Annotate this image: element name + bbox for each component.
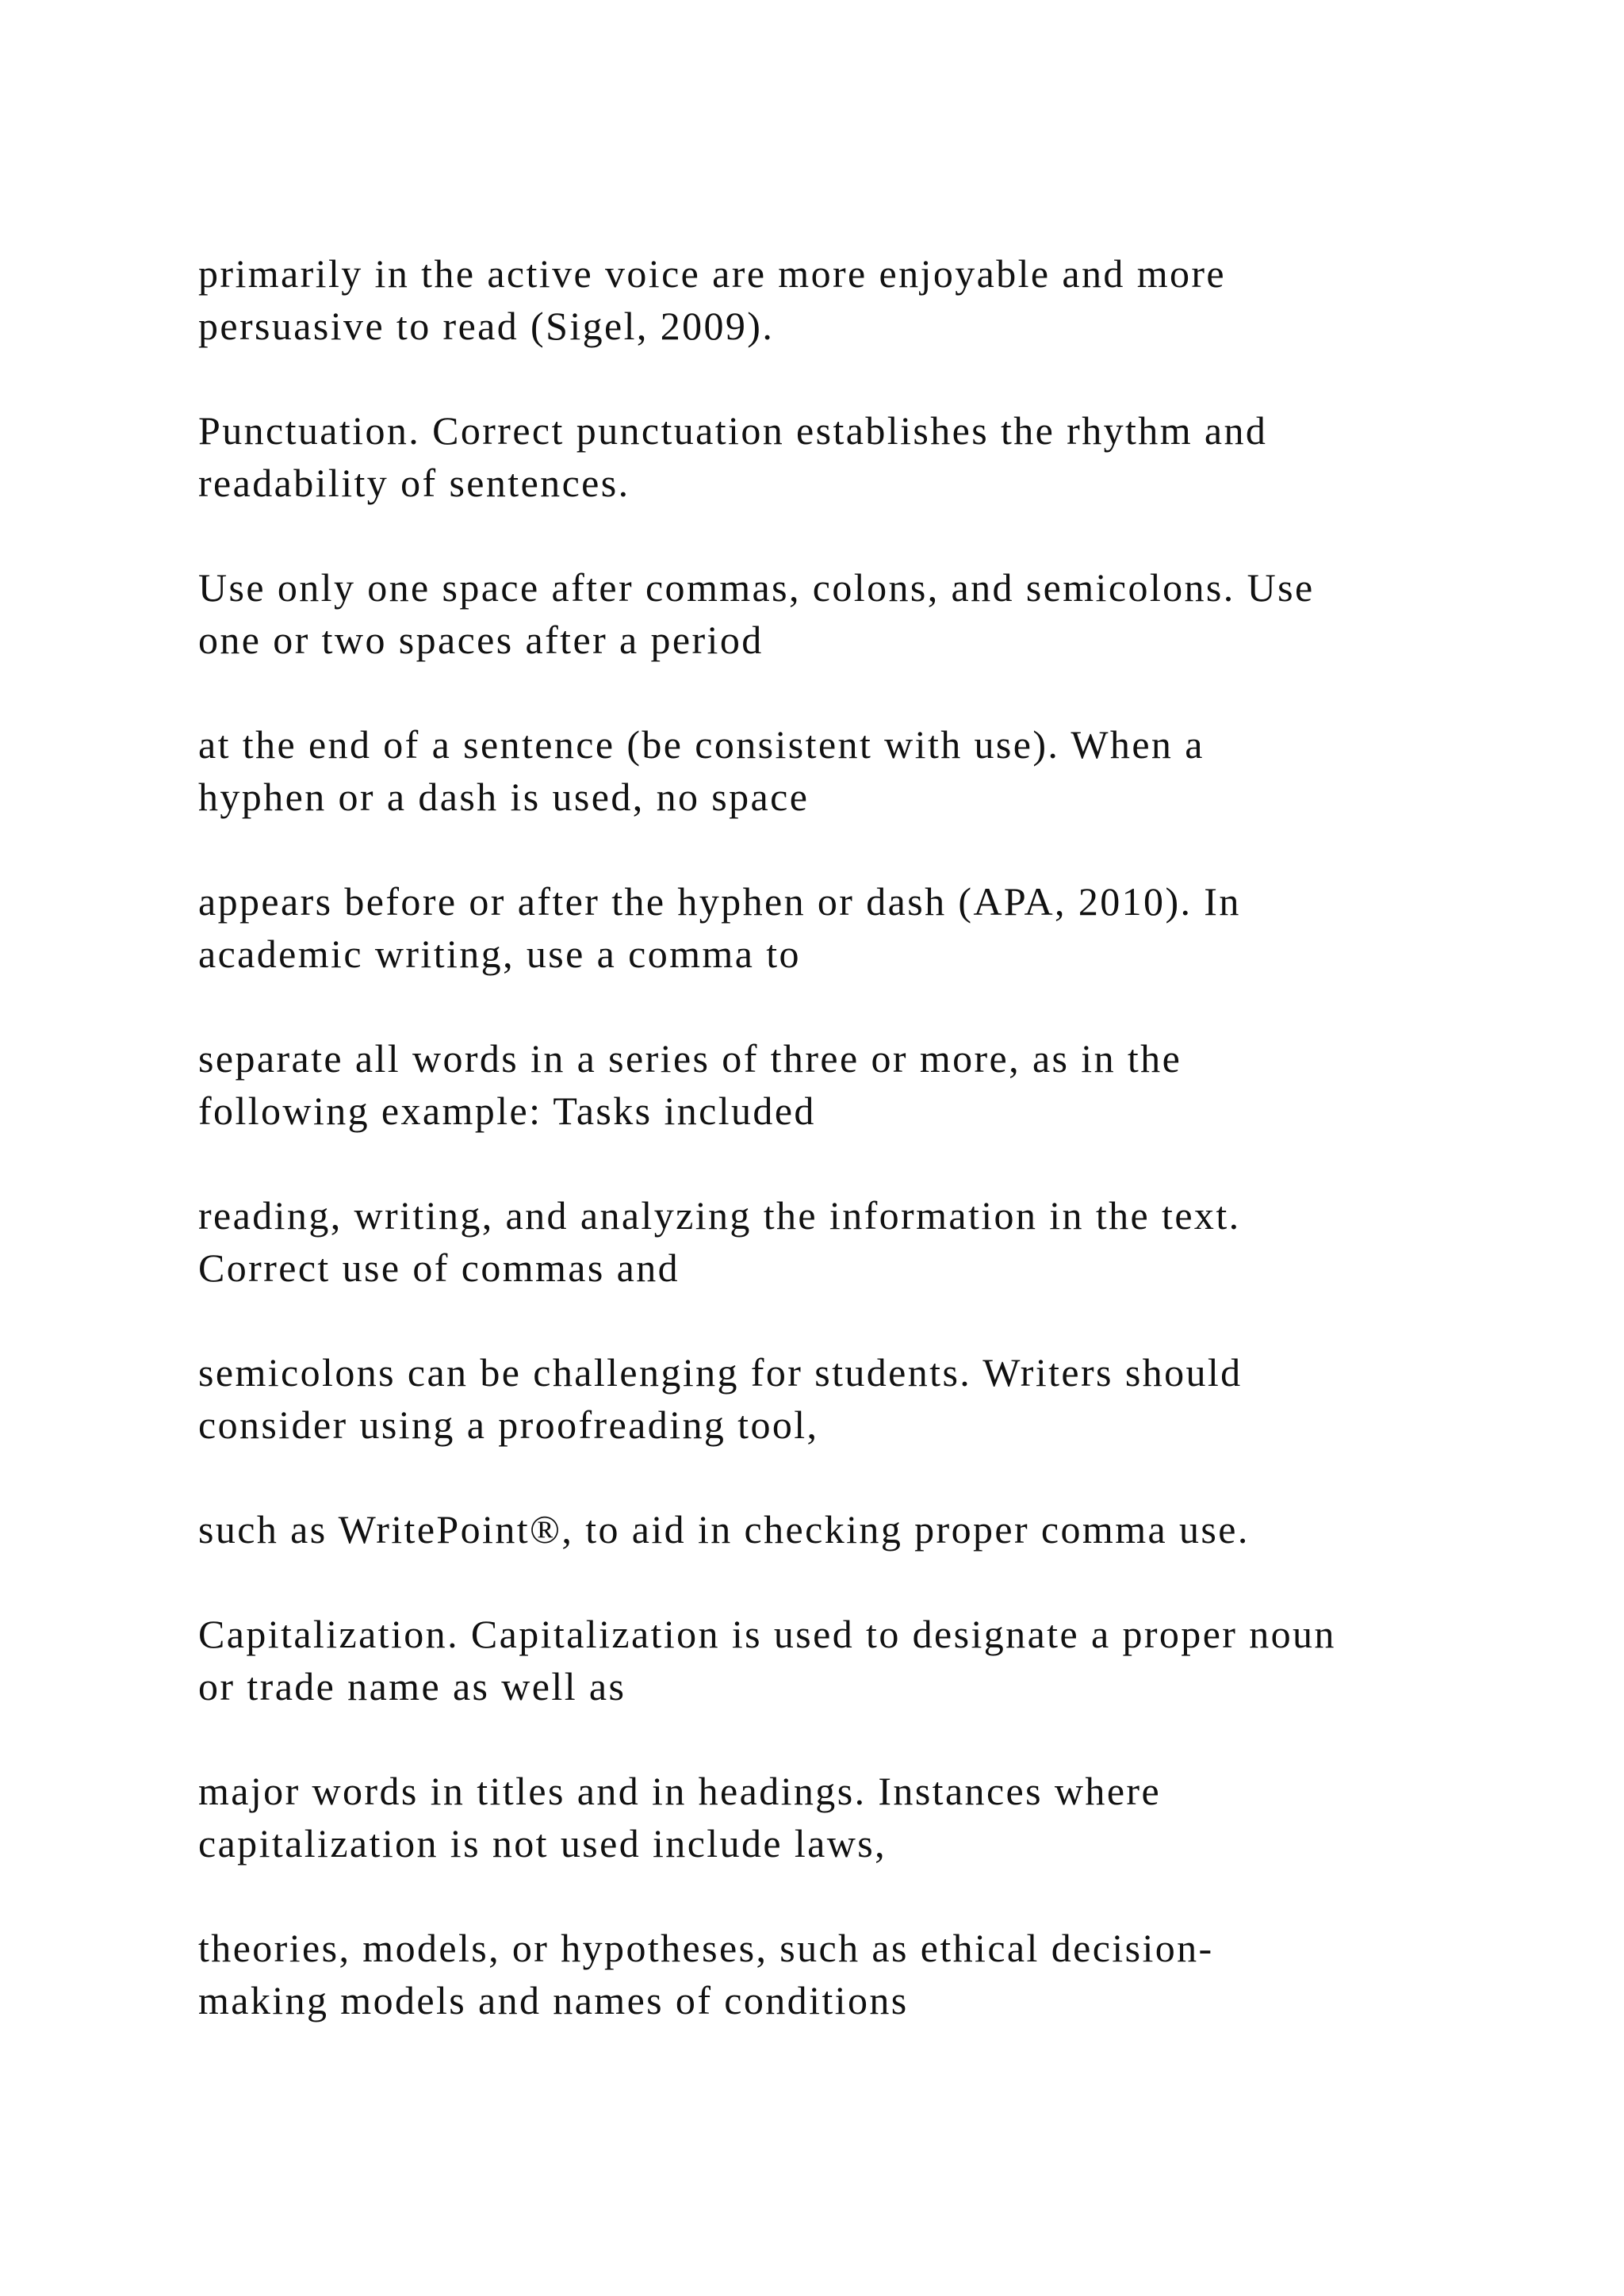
paragraph: [198, 718, 1546, 823]
paragraph: [198, 247, 1546, 352]
text-line: academic writing, use a comma to: [198, 932, 801, 976]
text-line: persuasive to read (Sigel, 2009).: [198, 304, 775, 348]
text-line: separate all words in a series of three or more, as in the: [198, 1036, 1182, 1081]
text-line: readability of sentences.: [198, 461, 630, 505]
text-line: following example: Tasks included: [198, 1089, 816, 1133]
text-line: one or two spaces after a period: [198, 618, 764, 662]
text-line: Use only one space after commas, colons, and semicolons. Use: [198, 565, 1315, 610]
paragraph: [198, 875, 1546, 980]
paragraph: [198, 1189, 1546, 1294]
text-line: Punctuation. Correct punctuation establishes the rhythm and: [198, 408, 1268, 453]
text-line: reading, writing, and analyzing the information in the text.: [198, 1193, 1241, 1238]
text-line: semicolons can be challenging for students. Writers should: [198, 1350, 1243, 1395]
text-line: primarily in the active voice are more enjoyable and more: [198, 251, 1227, 296]
text-line: at the end of a sentence (be consistent with use). When a: [198, 722, 1205, 767]
text-line: or trade name as well as: [198, 1664, 626, 1709]
paragraph: [198, 404, 1546, 509]
text-line: appears before or after the hyphen or dash (APA, 2010). In: [198, 879, 1241, 924]
paragraph: [198, 561, 1546, 666]
text-line: major words in titles and in headings. Instances where: [198, 1769, 1162, 1813]
text-line: theories, models, or hypotheses, such as ethical decision-: [198, 1926, 1214, 1970]
text-line: such as WritePoint®, to aid in checking proper comma use.: [198, 1507, 1250, 1552]
paragraph: [198, 1346, 1546, 1451]
text-line: consider using a proofreading tool,: [198, 1402, 819, 1447]
paragraph: [198, 1608, 1546, 1712]
text-line: making models and names of conditions: [198, 1978, 909, 2022]
text-line: Correct use of commas and: [198, 1246, 680, 1290]
document-body: [198, 247, 1546, 2079]
text-line: Capitalization. Capitalization is used to designate a proper noun: [198, 1612, 1336, 1656]
paragraph: [198, 1503, 1546, 1556]
paragraph: [198, 1765, 1546, 1869]
paragraph: [198, 1032, 1546, 1137]
paragraph: [198, 1922, 1546, 2026]
text-line: hyphen or a dash is used, no space: [198, 775, 810, 819]
text-line: capitalization is not used include laws,: [198, 1821, 887, 1866]
